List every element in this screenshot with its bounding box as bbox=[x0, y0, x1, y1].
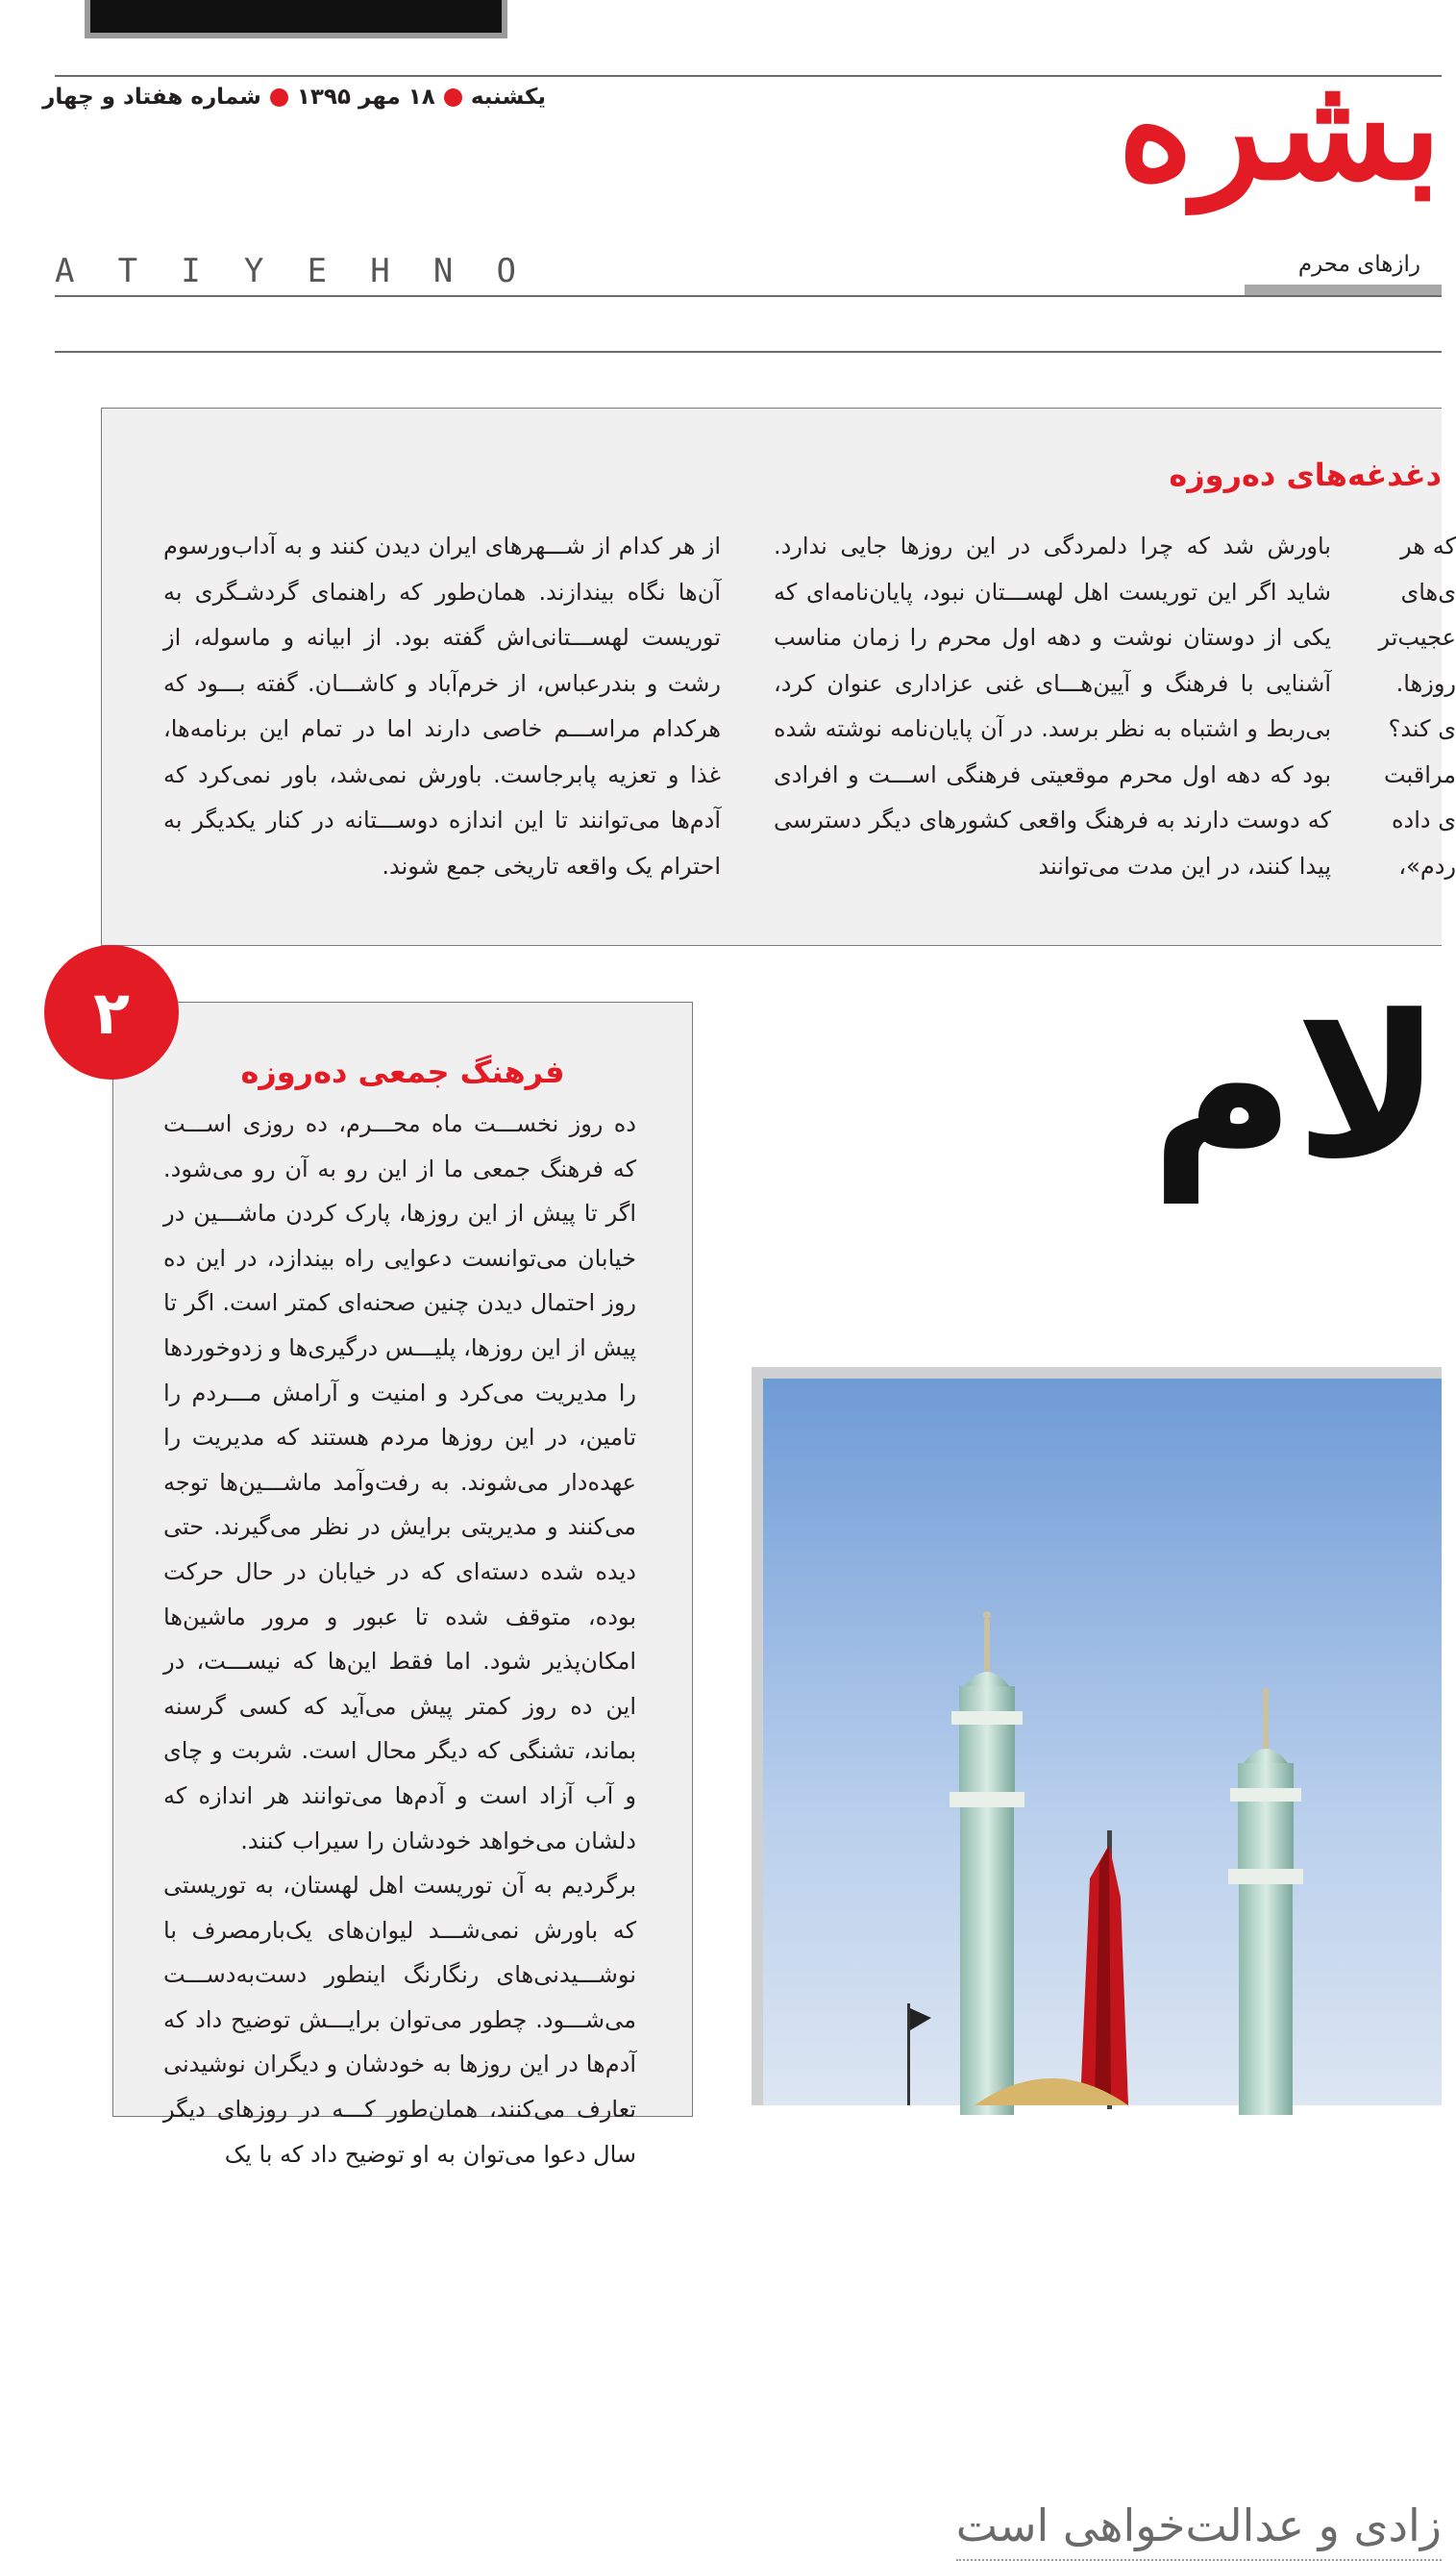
edge-line: ردم»، bbox=[1398, 852, 1456, 880]
subheadline-wrap bbox=[738, 1250, 1442, 2551]
letter: T bbox=[117, 252, 138, 290]
letter: A bbox=[55, 252, 75, 290]
edge-line: که هر bbox=[1400, 533, 1456, 559]
issue-date: ۱۸ مهر ۱۳۹۵ bbox=[296, 85, 435, 110]
letter: N bbox=[432, 252, 454, 290]
letter: Y bbox=[243, 252, 264, 290]
edge-line: ی داده bbox=[1391, 807, 1456, 833]
edge-line: ی کند؟ bbox=[1388, 715, 1456, 742]
main-subheadline: زادی و عدالت‌خواهی است bbox=[956, 2499, 1442, 2561]
article-column-edge bbox=[1379, 524, 1456, 889]
spaced-letters bbox=[55, 252, 516, 290]
article-column-middle: باورش شد که چرا دلمردگی در این روزها جایی ندارد. شاید اگر این توریست اهل لهســـتان نبود، پایان‌نامه‌ای که یکی از دوستان نوشت و دهه اول محرم را زمان مناسب آشنایی با فرهنگ و آیین‌هـــای غنی عزاداری عنوان کرد، بی‌ربط و اشتباه به نظر برسد. در آن پایان‌نامه نوشته شده بود که دهه اول محرم موقعیتی فرهنگی اســـت و افرادی که دوست دارند به فرهنگ واقعی کشورهای دیگر دسترسی پیدا کنند، در این مدت می‌توانند bbox=[774, 533, 1331, 880]
letter: O bbox=[496, 252, 516, 290]
photo-image bbox=[763, 1379, 1442, 2105]
edge-line: روزها. bbox=[1395, 669, 1456, 697]
letter: H bbox=[370, 252, 390, 290]
sidebar-paragraph: برگردیم به آن توریست اهل لهستان، به توریستی که باورش نمی‌شـــد لیوان‌های یک‌بارمصرف با نوشـــیدنی‌های رنگارنگ اینطور دست‌به‌دســـت می‌شـــود. چطور می‌توان برایـــش توضیح داد که آدم‌ها در این روزها به خودشان و دیگران نوشیدنی تعارف می‌کنند، همان‌طور کـــه در روزهای دیگر سال دعوا می‌توان به او توضیح داد که با یک bbox=[163, 1872, 636, 2168]
issue-info bbox=[42, 85, 546, 110]
letter: E bbox=[307, 252, 328, 290]
edge-line: ی‌های bbox=[1400, 578, 1456, 606]
top-black-banner bbox=[85, 0, 507, 38]
header-rule-middle bbox=[55, 295, 1442, 297]
main-headline: لام bbox=[1150, 974, 1442, 1203]
edge-line: مراقبت bbox=[1383, 760, 1456, 788]
article-title-top: دغدغه‌های ده‌روزه bbox=[1169, 457, 1442, 493]
section-name: رازهای محرم bbox=[1297, 252, 1420, 277]
number-badge: ۲ bbox=[44, 945, 179, 1080]
article-column-left: از هر کدام از شـــهرهای ایران دیدن کنند و به آداب‌ورسوم آن‌ها نگاه بیندازند. همان‌طور که راهنمای گردشـگری به توریست لهســـتانی‌اش گفته بود. از ابیانه و ماسوله، از رشت و بندرعباس، از خرم‌آباد و کاشـــان. گفته بـــود که هرکدام مراســـم خاصی دارند اما در تمام این برنامه‌ها، غذا و تعزیه پابرجاست. باورش نمی‌شد، باور نمی‌کرد که آدم‌ها می‌توانند تا این اندازه دوســـتانه در کنار یکدیگر به احترام یک واقعه تاریخی جمع شوند. bbox=[163, 533, 721, 880]
header-rule-bottom bbox=[55, 351, 1442, 353]
edge-line: عجیب‌تر bbox=[1378, 624, 1456, 651]
sidebar-title: فرهنگ جمعی ده‌روزه bbox=[240, 1054, 565, 1090]
bullet-dot-icon bbox=[444, 88, 462, 107]
sidebar-paragraph: ده روز نخســـت ماه محـــرم، ده روزی اســـت که فرهنگ جمعی ما از این رو به آن رو می‌شود. اگر تا پیش از این روزها، پارک کردن ماشـــین در خیابان می‌توانست دعوایی راه بیندازد، در این ده روز احتمال دیدن چنین صحنه‌ای کمتر است. اگر تا پیش از این روزها، پلیـــس درگیری‌ها و زدوخوردها را مدیریت می‌کرد و امنیت و آرامش مـــردم را تامین، در این روزها مردم هستند که مدیریت را عهده‌دار می‌شوند. به رفت‌وآمد ماشـــین‌ها توجه می‌کنند و مدیریتی برایش در نظر می‌گیرند. حتی دیده شده دسته‌ای که در خیابان در حال حرکت بوده، متوقف شده تا عبور و مرور ماشین‌ها امکان‌پذیر شود. اما فقط این‌ها که نیســـت، در این ده روز کمتر پیش می‌آید که کسی گرسنه بماند، تشنگی که دیگر محال است. شربت و چای و آب آزاد است و آدم‌ها می‌توانند هر اندازه که دلشان می‌خواهد خودشان را سیراب کنند. bbox=[163, 1110, 636, 1854]
newspaper-logo: بشره bbox=[1118, 43, 1442, 212]
shrine-photo bbox=[752, 1367, 1442, 2105]
letter: I bbox=[181, 252, 201, 290]
issue-number: شماره هفتاد و چهار bbox=[42, 85, 261, 110]
issue-day: یکشنبه bbox=[470, 85, 546, 110]
sidebar-body bbox=[163, 1102, 636, 2176]
bullet-dot-icon bbox=[270, 88, 288, 107]
